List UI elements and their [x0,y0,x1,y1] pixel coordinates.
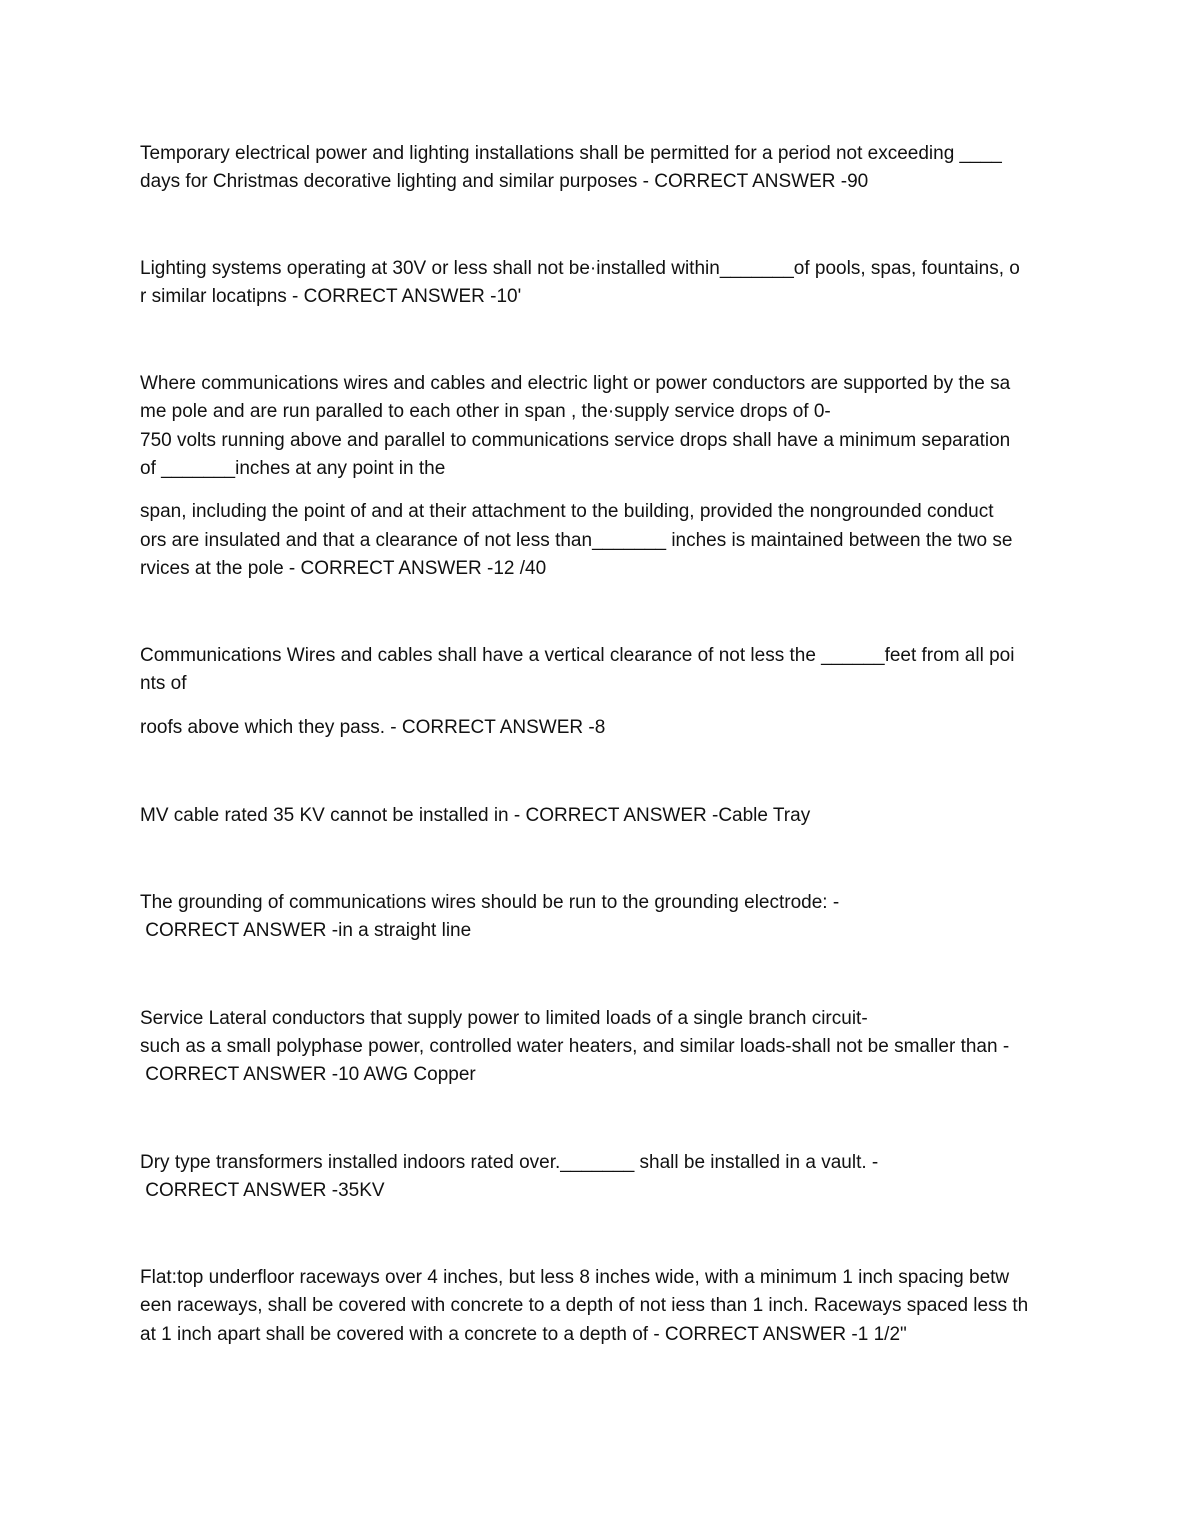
q1-line-2: days for Christmas decorative lighting and similar purposes - CORRECT ANSWER -90 [140,171,869,192]
q2-line-1: Lighting systems operating at 30V or less shall not be·installed within_______of pools, spas, fountains, o [140,258,1020,279]
q8-line-1: Dry type transformers installed indoors rated over._______ shall be installed in a vault. - [140,1152,879,1173]
q4-line-2: nts of [140,673,187,694]
q3-line-3: 750 volts running above and parallel to communications service drops shall have a minimum separation [140,430,1011,451]
q3-line-5: span, including the point of and at their attachment to the building, provided the nongrounded conduct [140,501,994,522]
q7-line-3: CORRECT ANSWER -10 AWG Copper [140,1064,476,1085]
q3-line-1: Where communications wires and cables and electric light or power conductors are supported by the sa [140,373,1011,394]
q2-line-2: r similar locatipns - CORRECT ANSWER -10' [140,286,522,307]
q7-line-1: Service Lateral conductors that supply power to limited loads of a single branch circuit- [140,1008,868,1029]
q1-line-1: Temporary electrical power and lighting installations shall be permitted for a period not exceeding ____ [140,143,1002,164]
q4-line-1: Communications Wires and cables shall have a vertical clearance of not less the ______feet from all poi [140,645,1015,666]
q7-line-2: such as a small polyphase power, controlled water heaters, and similar loads-shall not be smaller than - [140,1036,1010,1057]
q6-line-2: CORRECT ANSWER -in a straight line [140,920,472,941]
q6-line-1: The grounding of communications wires should be run to the grounding electrode: - [140,892,840,913]
q9-line-3: at 1 inch apart shall be covered with a concrete to a depth of - CORRECT ANSWER -1 1/2" [140,1324,907,1345]
q5-line-1: MV cable rated 35 KV cannot be installed in - CORRECT ANSWER -Cable Tray [140,805,811,826]
q3-line-2: me pole and are run paralled to each other in span , the·supply service drops of 0- [140,401,831,422]
q3-line-4: of _______inches at any point in the [140,458,446,479]
q9-line-2: een raceways, shall be covered with concrete to a depth of not iess than 1 inch. Raceways spaced less th [140,1295,1029,1316]
q3-line-7: rvices at the pole - CORRECT ANSWER -12 /40 [140,558,547,579]
q9-line-1: Flat:top underfloor raceways over 4 inches, but less 8 inches wide, with a minimum 1 inch spacing betw [140,1267,1010,1288]
q3-line-6: ors are insulated and that a clearance of not less than_______ inches is maintained between the two se [140,530,1013,551]
q8-line-2: CORRECT ANSWER -35KV [140,1180,385,1201]
q4-line-3: roofs above which they pass. - CORRECT ANSWER -8 [140,717,606,738]
